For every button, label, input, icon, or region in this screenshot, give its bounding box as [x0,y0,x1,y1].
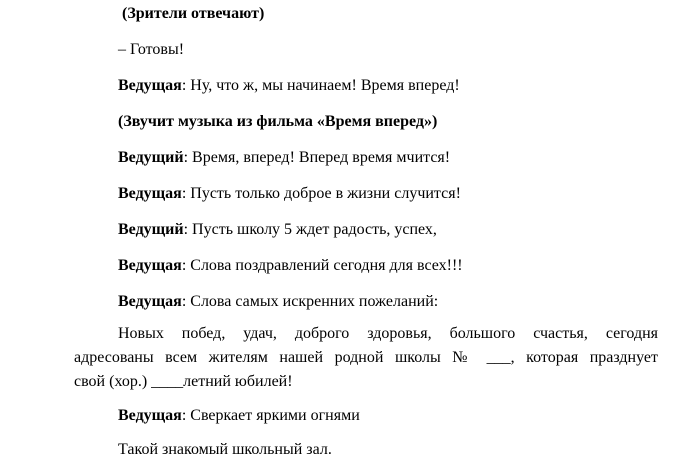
line-text: (Зрители отвечают) [122,5,265,22]
line-host-female-5 [118,406,360,426]
line-text: – Готовы! [118,41,185,58]
line-host-female-4 [118,292,438,312]
speaker-label: Ведущая [118,185,182,202]
line-text: : Ну, что ж, мы начинаем! Время вперед! [181,77,460,94]
speaker-label: Ведущая [118,257,182,274]
line-school-hall [118,440,332,460]
line-text: : Время, вперед! Вперед время мчится! [183,149,451,166]
line-ready [118,40,184,60]
speaker-label: Ведущий [118,221,184,238]
line-host-female-1 [118,76,460,96]
line-host-female-2 [118,184,461,204]
line-text: : Слова поздравлений сегодня для всех!!! [181,257,463,274]
line-text: Такой знакомый школьный зал. [118,441,332,458]
line-text: : Слова самых искренних пожеланий: [181,293,439,310]
line-host-female-3 [118,256,463,276]
paragraph-line-3: свой (хор.) ____летний юбилей! [74,373,293,390]
speaker-label: Ведущая [118,407,182,424]
line-host-male-2 [118,220,437,240]
speaker-label: Ведущий [118,149,184,166]
speaker-label: Ведущая [118,77,182,94]
stage-direction-audience [122,4,264,24]
speaker-label: Ведущая [118,293,182,310]
stage-direction-music [118,112,437,132]
line-host-male-1 [118,148,450,168]
line-text: : Пусть только доброе в жизни случится! [181,185,461,202]
line-text: : Сверкает яркими огнями [181,407,360,424]
paragraph-line-2: адресованы всем жителям нашей родной школы № ___, которая празднует [74,349,658,366]
line-text: : Пусть школу 5 ждет радость, успех, [183,221,437,238]
paragraph-line-1: Новых побед, удач, доброго здоровья, большого счастья, сегодня [118,325,658,342]
line-text: (Звучит музыка из фильма «Время вперед») [118,113,438,130]
